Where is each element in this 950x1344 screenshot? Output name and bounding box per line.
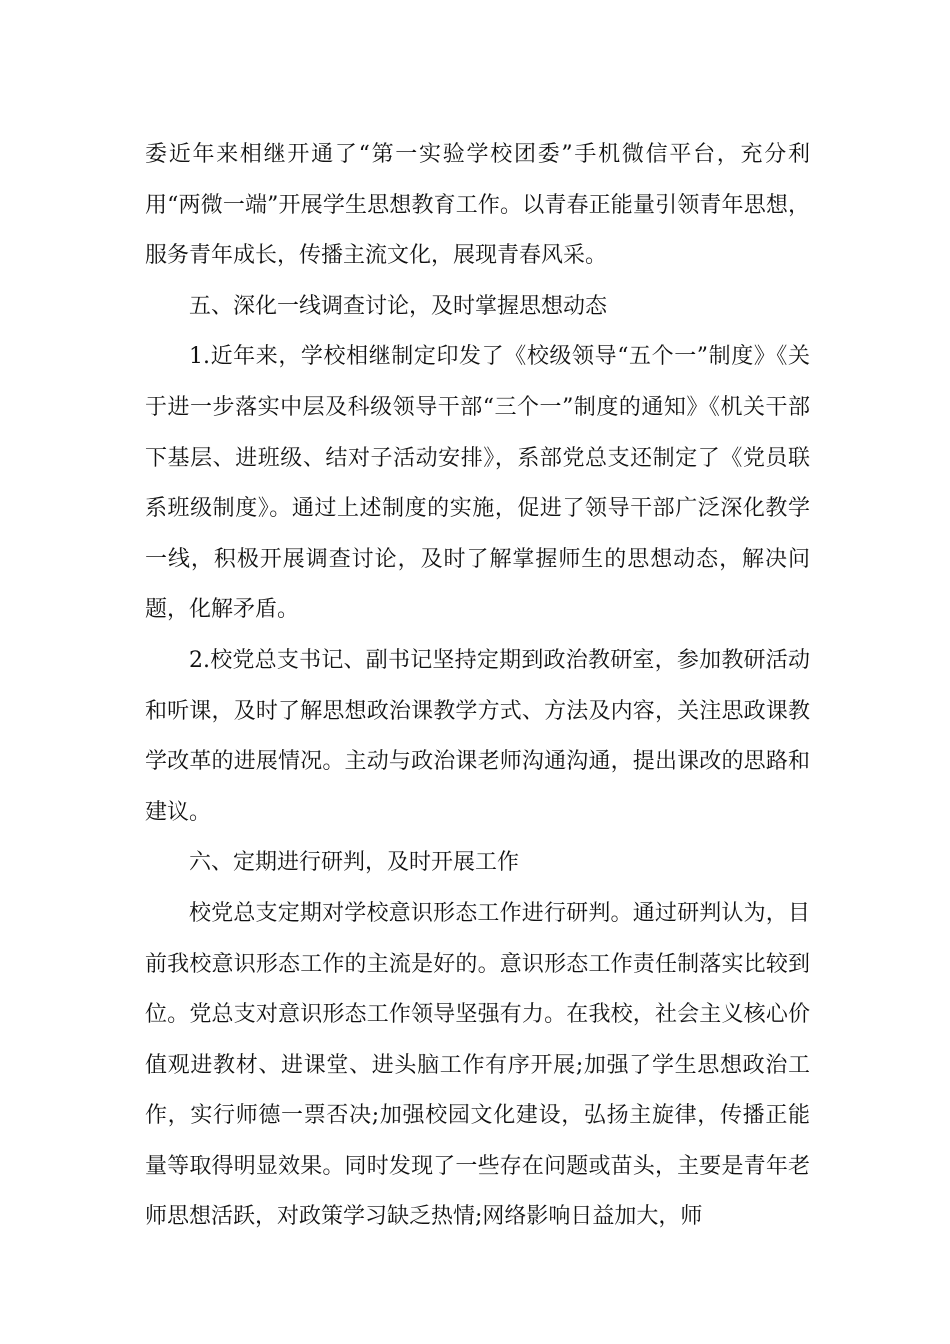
paragraph-continuation: 委近年来相继开通了“第一实验学校团委”手机微信平台，充分利用“两微一端”开展学生思想教育工作。以青春正能量引领青年思想，服务青年成长，传播主流文化，展现青春风采。 (145, 142, 810, 269)
paragraph-research: 校党总支定期对学校意识形态工作进行研判。通过研判认为，目前我校意识形态工作的主流是好的。意识形态工作责任制落实比较到位。党总支对意识形态工作领导坚强有力。在我校，社会主义核心价值观进教材、进课堂、进头脑工作有序开展;加强了学生思想政治工作，实行师德一票否决;加强校园文化建设，弘扬主旋律，传播正能量等取得明显效果。同时发现了一些存在问题或苗头，主要是青年老师思想活跃，对政策学习缺乏热情;网络影响日益加大，师 (145, 900, 810, 1230)
section-heading-five: 五、深化一线调查讨论，及时掌握思想动态 (189, 293, 608, 319)
document-body (145, 130, 810, 1243)
section-heading-six: 六、定期进行研判，及时开展工作 (189, 850, 520, 876)
paragraph-item-2: 2.校党总支书记、副书记坚持定期到政治教研室，参加教研活动和听课，及时了解思想政治课教学方式、方法及内容，关注思政课教学改革的进展情况。主动与政治课老师沟通沟通，提出课改的思路和建议。 (145, 647, 810, 825)
paragraph-item-1: 1.近年来，学校相继制定印发了《校级领导“五个一”制度》《关于进一步落实中层及科级领导干部“三个一”制度的通知》《机关干部下基层、进班级、结对子活动安排》，系部党总支还制定了《党员联系班级制度》。通过上述制度的实施，促进了领导干部广泛深化教学一线，积极开展调查讨论，及时了解掌握师生的思想动态，解决问题，化解矛盾。 (145, 344, 810, 623)
